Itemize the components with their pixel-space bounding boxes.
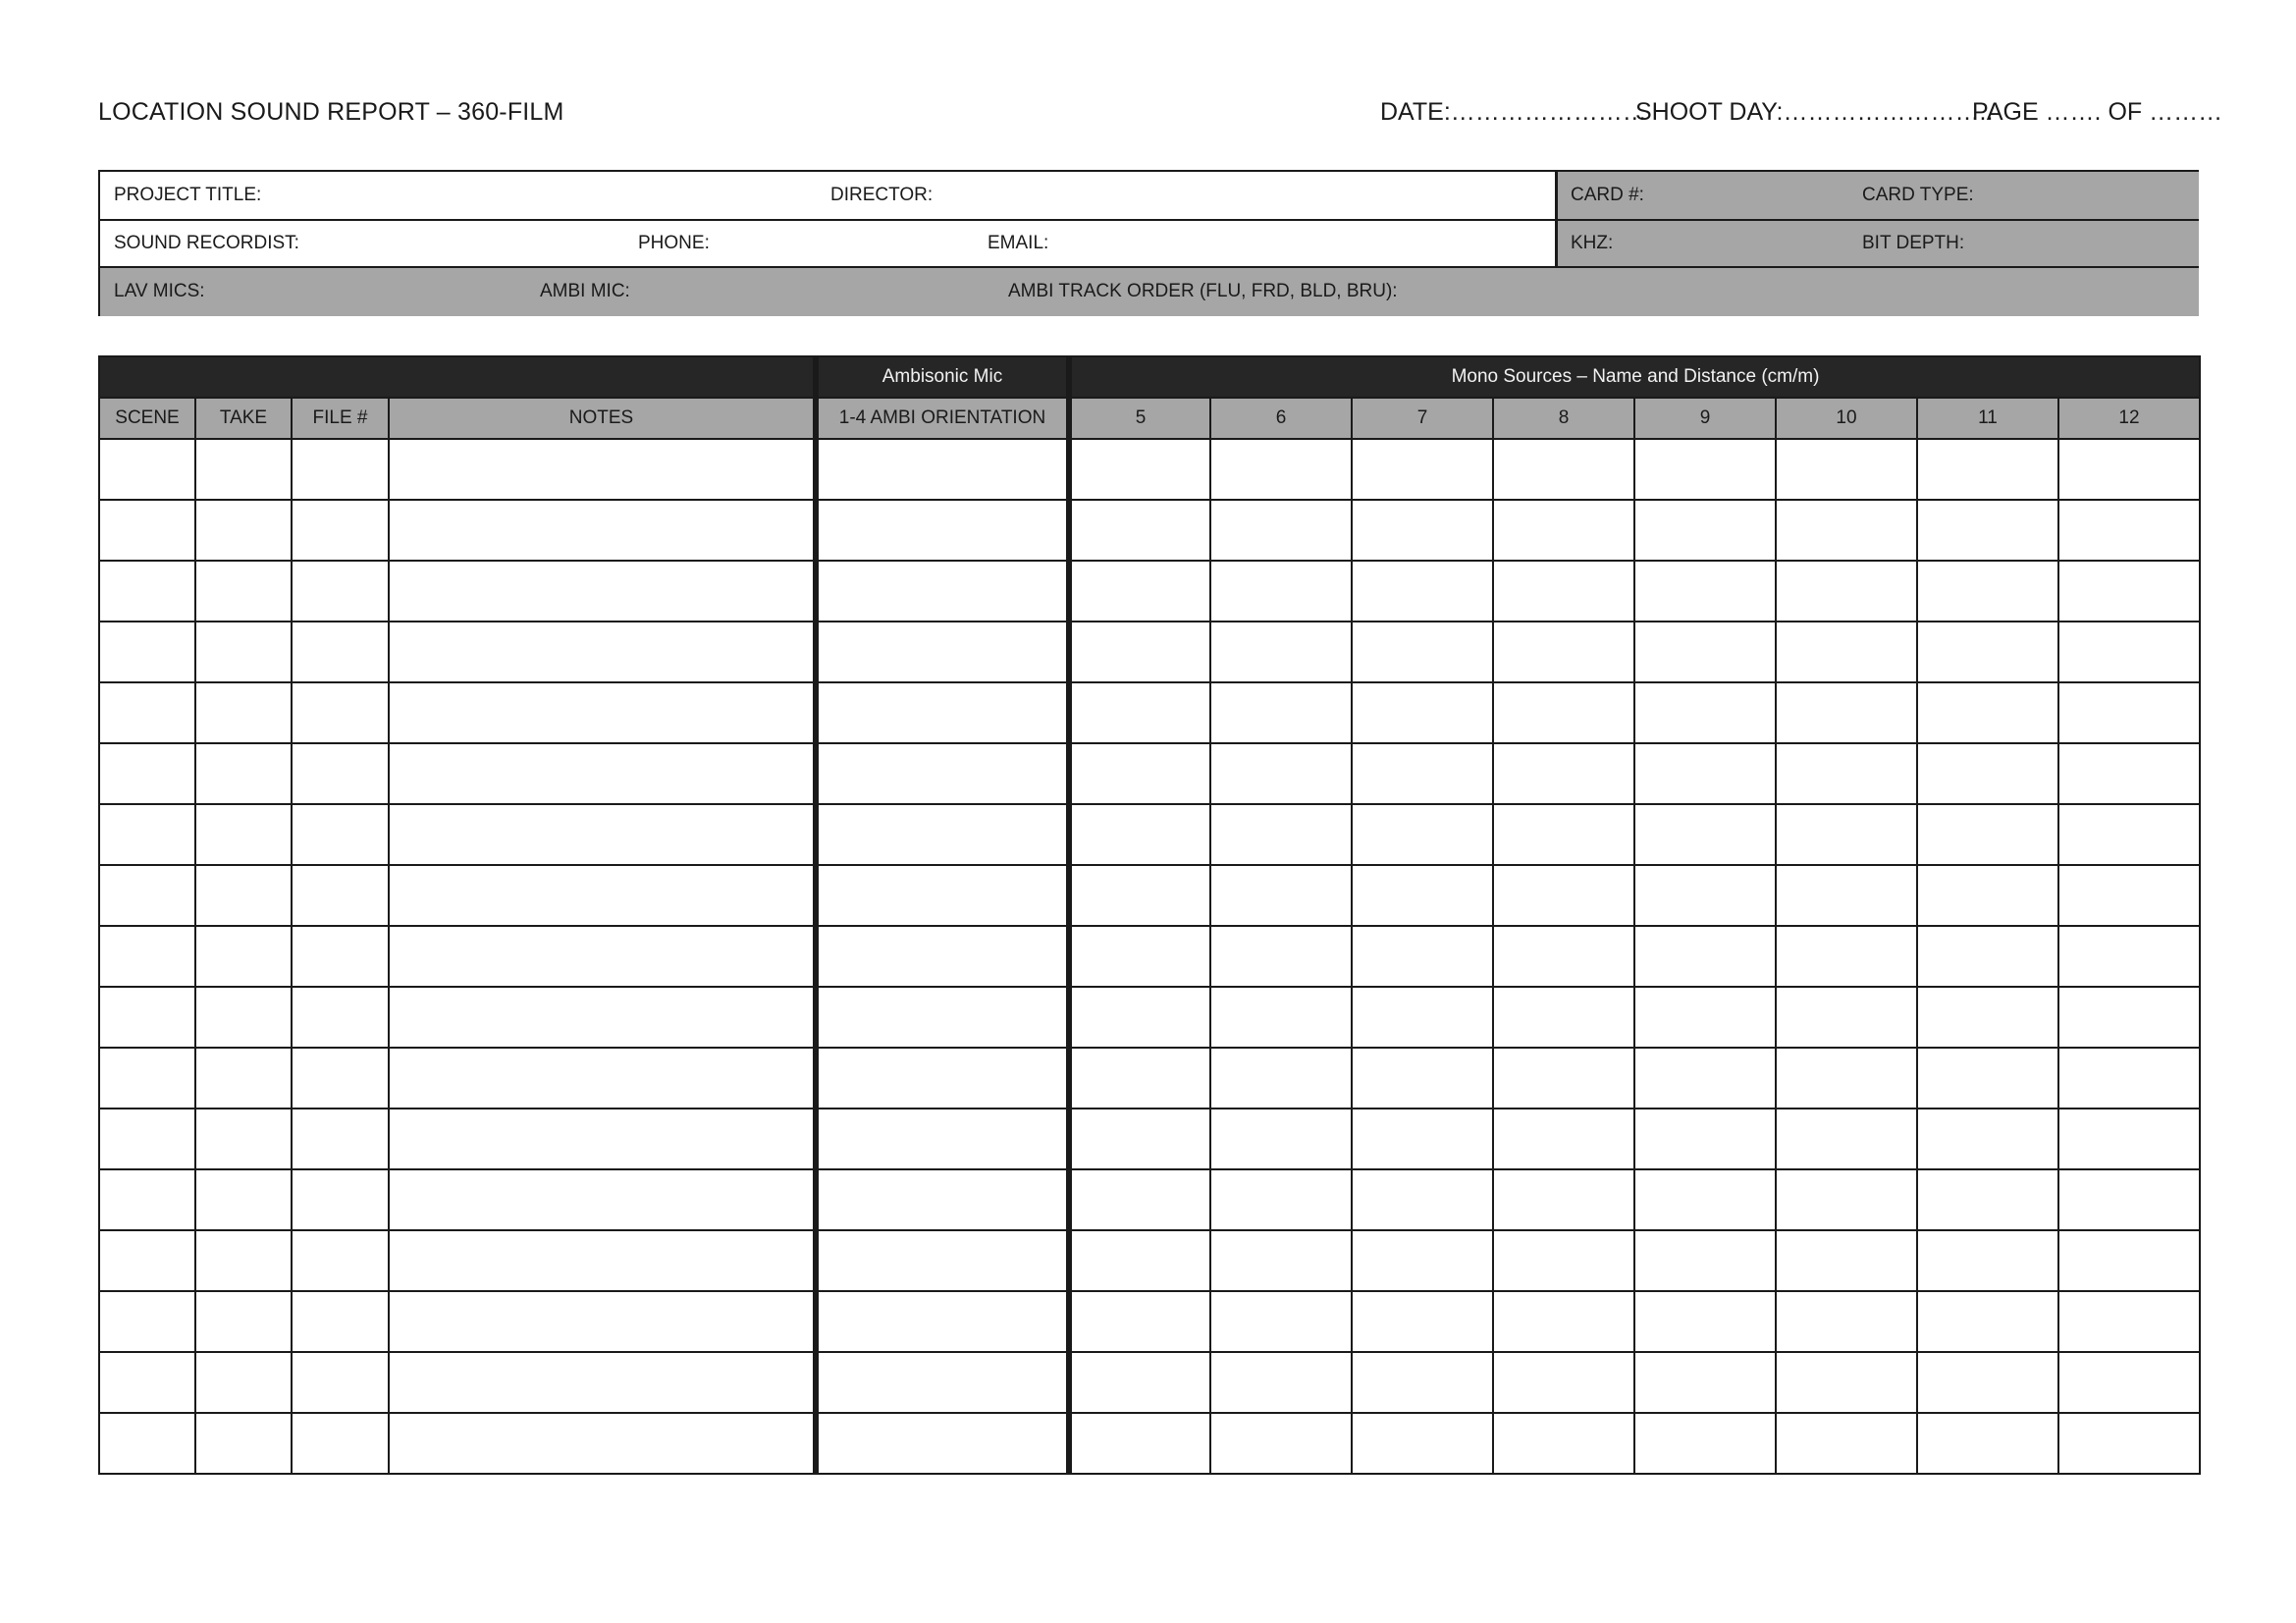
- cell-take[interactable]: [195, 1048, 292, 1109]
- page-of-field[interactable]: PAGE ……. OF ………: [1972, 98, 2223, 126]
- cell-10[interactable]: [1776, 682, 1917, 743]
- cell-5[interactable]: [1069, 1413, 1210, 1474]
- cell-10[interactable]: [1776, 622, 1917, 682]
- card-type-label[interactable]: CARD TYPE:: [1862, 185, 1974, 205]
- cell-10[interactable]: [1776, 743, 1917, 804]
- table-row: [99, 804, 2200, 865]
- cell-6[interactable]: [1210, 804, 1352, 865]
- cell-11[interactable]: [1917, 1352, 2058, 1413]
- cell-6[interactable]: [1210, 1230, 1352, 1291]
- cell-11[interactable]: [1917, 622, 2058, 682]
- cell-11[interactable]: [1917, 500, 2058, 561]
- column-header-11: 11: [1917, 398, 2058, 439]
- cell-5[interactable]: [1069, 987, 1210, 1048]
- cell-file[interactable]: [292, 561, 389, 622]
- cell-8[interactable]: [1493, 622, 1634, 682]
- cell-take[interactable]: [195, 804, 292, 865]
- cell-take[interactable]: [195, 865, 292, 926]
- cell-10[interactable]: [1776, 1048, 1917, 1109]
- shoot-day-field[interactable]: SHOOT DAY:……………………..: [1635, 98, 1994, 126]
- cell-1-4-ambi-orientation[interactable]: [816, 865, 1069, 926]
- cell-notes[interactable]: [389, 622, 816, 682]
- project-info-box: [98, 170, 2199, 316]
- cell-scene[interactable]: [99, 1109, 195, 1169]
- cell-12[interactable]: [2058, 1169, 2200, 1230]
- cell-6[interactable]: [1210, 1048, 1352, 1109]
- cell-take[interactable]: [195, 1352, 292, 1413]
- cell-notes[interactable]: [389, 561, 816, 622]
- cell-12[interactable]: [2058, 439, 2200, 500]
- cell-notes[interactable]: [389, 682, 816, 743]
- ambisonic-group-header: Ambisonic Mic: [816, 356, 1069, 398]
- cell-9[interactable]: [1634, 865, 1776, 926]
- cell-notes[interactable]: [389, 1109, 816, 1169]
- table-row: [99, 1352, 2200, 1413]
- cell-5[interactable]: [1069, 804, 1210, 865]
- cell-9[interactable]: [1634, 439, 1776, 500]
- cell-1-4-ambi-orientation[interactable]: [816, 1352, 1069, 1413]
- cell-7[interactable]: [1352, 926, 1493, 987]
- cell-6[interactable]: [1210, 987, 1352, 1048]
- cell-12[interactable]: [2058, 1109, 2200, 1169]
- cell-12[interactable]: [2058, 743, 2200, 804]
- cell-notes[interactable]: [389, 500, 816, 561]
- cell-10[interactable]: [1776, 1169, 1917, 1230]
- cell-7[interactable]: [1352, 1352, 1493, 1413]
- cell-6[interactable]: [1210, 682, 1352, 743]
- cell-6[interactable]: [1210, 1169, 1352, 1230]
- cell-9[interactable]: [1634, 804, 1776, 865]
- lav-mics-label[interactable]: LAV MICS:: [114, 281, 205, 301]
- cell-scene[interactable]: [99, 1048, 195, 1109]
- table-row: [99, 926, 2200, 987]
- cell-5[interactable]: [1069, 1230, 1210, 1291]
- cell-7[interactable]: [1352, 1291, 1493, 1352]
- cell-8[interactable]: [1493, 1109, 1634, 1169]
- column-header-6: 6: [1210, 398, 1352, 439]
- cell-6[interactable]: [1210, 926, 1352, 987]
- cell-take[interactable]: [195, 1109, 292, 1169]
- cell-notes[interactable]: [389, 1352, 816, 1413]
- cell-12[interactable]: [2058, 1291, 2200, 1352]
- sound-log-table: [98, 355, 2199, 1482]
- cell-1-4-ambi-orientation[interactable]: [816, 622, 1069, 682]
- cell-5[interactable]: [1069, 743, 1210, 804]
- cell-12[interactable]: [2058, 1352, 2200, 1413]
- cell-11[interactable]: [1917, 561, 2058, 622]
- column-header-row: [99, 398, 2200, 439]
- cell-12[interactable]: [2058, 500, 2200, 561]
- card-number-label[interactable]: CARD #:: [1571, 185, 1644, 205]
- info-column-divider: [1555, 172, 1558, 267]
- cell-6[interactable]: [1210, 865, 1352, 926]
- cell-10[interactable]: [1776, 500, 1917, 561]
- cell-file[interactable]: [292, 1230, 389, 1291]
- cell-5[interactable]: [1069, 1048, 1210, 1109]
- cell-8[interactable]: [1493, 500, 1634, 561]
- cell-6[interactable]: [1210, 1413, 1352, 1474]
- email-label[interactable]: EMAIL:: [988, 233, 1049, 253]
- cell-11[interactable]: [1917, 1048, 2058, 1109]
- cell-9[interactable]: [1634, 1413, 1776, 1474]
- cell-notes[interactable]: [389, 1230, 816, 1291]
- cell-5[interactable]: [1069, 561, 1210, 622]
- cell-file[interactable]: [292, 622, 389, 682]
- cell-file[interactable]: [292, 439, 389, 500]
- cell-notes[interactable]: [389, 1169, 816, 1230]
- cell-8[interactable]: [1493, 439, 1634, 500]
- cell-9[interactable]: [1634, 561, 1776, 622]
- cell-notes[interactable]: [389, 987, 816, 1048]
- cell-7[interactable]: [1352, 1230, 1493, 1291]
- cell-file[interactable]: [292, 1413, 389, 1474]
- cell-notes[interactable]: [389, 926, 816, 987]
- table-row: [99, 987, 2200, 1048]
- cell-8[interactable]: [1493, 1291, 1634, 1352]
- cell-11[interactable]: [1917, 439, 2058, 500]
- cell-take[interactable]: [195, 987, 292, 1048]
- table-row: [99, 1109, 2200, 1169]
- cell-7[interactable]: [1352, 743, 1493, 804]
- cell-1-4-ambi-orientation[interactable]: [816, 1048, 1069, 1109]
- column-header-5: 5: [1069, 398, 1210, 439]
- cell-9[interactable]: [1634, 743, 1776, 804]
- cell-11[interactable]: [1917, 926, 2058, 987]
- cell-scene[interactable]: [99, 865, 195, 926]
- group-header-blank: [99, 356, 816, 398]
- cell-5[interactable]: [1069, 926, 1210, 987]
- cell-6[interactable]: [1210, 439, 1352, 500]
- cell-8[interactable]: [1493, 1230, 1634, 1291]
- cell-10[interactable]: [1776, 804, 1917, 865]
- cell-scene[interactable]: [99, 926, 195, 987]
- cell-scene[interactable]: [99, 682, 195, 743]
- cell-file[interactable]: [292, 1291, 389, 1352]
- cell-9[interactable]: [1634, 1109, 1776, 1169]
- cell-take[interactable]: [195, 561, 292, 622]
- cell-notes[interactable]: [389, 1048, 816, 1109]
- cell-5[interactable]: [1069, 1291, 1210, 1352]
- cell-file[interactable]: [292, 682, 389, 743]
- cell-6[interactable]: [1210, 622, 1352, 682]
- column-header-take: TAKE: [195, 398, 292, 439]
- cell-take[interactable]: [195, 682, 292, 743]
- cell-scene[interactable]: [99, 743, 195, 804]
- cell-9[interactable]: [1634, 1352, 1776, 1413]
- cell-11[interactable]: [1917, 1291, 2058, 1352]
- cell-5[interactable]: [1069, 622, 1210, 682]
- page-title: LOCATION SOUND REPORT – 360-FILM: [98, 98, 564, 126]
- cell-6[interactable]: [1210, 1291, 1352, 1352]
- phone-label[interactable]: PHONE:: [638, 233, 710, 253]
- cell-1-4-ambi-orientation[interactable]: [816, 439, 1069, 500]
- bit-depth-label[interactable]: BIT DEPTH:: [1862, 233, 1965, 253]
- cell-notes[interactable]: [389, 804, 816, 865]
- cell-9[interactable]: [1634, 622, 1776, 682]
- table-row: [99, 439, 2200, 500]
- cell-1-4-ambi-orientation[interactable]: [816, 743, 1069, 804]
- cell-12[interactable]: [2058, 987, 2200, 1048]
- cell-notes[interactable]: [389, 743, 816, 804]
- cell-take[interactable]: [195, 500, 292, 561]
- cell-8[interactable]: [1493, 987, 1634, 1048]
- log-body: [99, 439, 2200, 1474]
- cell-10[interactable]: [1776, 1109, 1917, 1169]
- cell-7[interactable]: [1352, 439, 1493, 500]
- cell-notes[interactable]: [389, 865, 816, 926]
- cell-5[interactable]: [1069, 500, 1210, 561]
- cell-9[interactable]: [1634, 1291, 1776, 1352]
- cell-file[interactable]: [292, 743, 389, 804]
- cell-12[interactable]: [2058, 804, 2200, 865]
- cell-take[interactable]: [195, 622, 292, 682]
- cell-1-4-ambi-orientation[interactable]: [816, 1413, 1069, 1474]
- cell-file[interactable]: [292, 500, 389, 561]
- cell-5[interactable]: [1069, 1352, 1210, 1413]
- table-row: [99, 682, 2200, 743]
- cell-6[interactable]: [1210, 561, 1352, 622]
- table-row: [99, 1413, 2200, 1474]
- cell-6[interactable]: [1210, 500, 1352, 561]
- cell-8[interactable]: [1493, 1169, 1634, 1230]
- ambi-mic-label[interactable]: AMBI MIC:: [540, 281, 630, 301]
- column-header-10: 10: [1776, 398, 1917, 439]
- cell-7[interactable]: [1352, 804, 1493, 865]
- cell-9[interactable]: [1634, 1169, 1776, 1230]
- cell-notes[interactable]: [389, 439, 816, 500]
- table-row: [99, 622, 2200, 682]
- sound-recordist-label[interactable]: SOUND RECORDIST:: [114, 233, 299, 253]
- cell-file[interactable]: [292, 1352, 389, 1413]
- cell-10[interactable]: [1776, 439, 1917, 500]
- date-field[interactable]: DATE:……………………: [1380, 98, 1647, 126]
- ambi-track-order-label[interactable]: AMBI TRACK ORDER (FLU, FRD, BLD, BRU):: [1008, 281, 1398, 301]
- cell-7[interactable]: [1352, 500, 1493, 561]
- cell-11[interactable]: [1917, 1169, 2058, 1230]
- cell-notes[interactable]: [389, 1413, 816, 1474]
- cell-7[interactable]: [1352, 865, 1493, 926]
- cell-file[interactable]: [292, 1109, 389, 1169]
- project-title-label[interactable]: PROJECT TITLE:: [114, 185, 262, 205]
- cell-scene[interactable]: [99, 987, 195, 1048]
- cell-8[interactable]: [1493, 926, 1634, 987]
- cell-7[interactable]: [1352, 622, 1493, 682]
- cell-scene[interactable]: [99, 561, 195, 622]
- cell-6[interactable]: [1210, 743, 1352, 804]
- cell-1-4-ambi-orientation[interactable]: [816, 1230, 1069, 1291]
- table-row: [99, 1291, 2200, 1352]
- info-row-divider: [100, 219, 2199, 221]
- cell-7[interactable]: [1352, 561, 1493, 622]
- cell-8[interactable]: [1493, 1352, 1634, 1413]
- cell-11[interactable]: [1917, 743, 2058, 804]
- cell-take[interactable]: [195, 1230, 292, 1291]
- table-row: [99, 1169, 2200, 1230]
- cell-9[interactable]: [1634, 926, 1776, 987]
- cell-7[interactable]: [1352, 1413, 1493, 1474]
- cell-12[interactable]: [2058, 561, 2200, 622]
- cell-8[interactable]: [1493, 682, 1634, 743]
- cell-1-4-ambi-orientation[interactable]: [816, 926, 1069, 987]
- table-row: [99, 1230, 2200, 1291]
- table-row: [99, 500, 2200, 561]
- cell-1-4-ambi-orientation[interactable]: [816, 1109, 1069, 1169]
- cell-11[interactable]: [1917, 987, 2058, 1048]
- cell-1-4-ambi-orientation[interactable]: [816, 682, 1069, 743]
- cell-10[interactable]: [1776, 1230, 1917, 1291]
- cell-scene[interactable]: [99, 1230, 195, 1291]
- director-label[interactable]: DIRECTOR:: [830, 185, 934, 205]
- cell-11[interactable]: [1917, 804, 2058, 865]
- cell-5[interactable]: [1069, 439, 1210, 500]
- column-header-12: 12: [2058, 398, 2200, 439]
- cell-notes[interactable]: [389, 1291, 816, 1352]
- column-header-7: 7: [1352, 398, 1493, 439]
- column-header-1-4-ambi-orientation: 1-4 AMBI ORIENTATION: [816, 398, 1069, 439]
- table-row: [99, 561, 2200, 622]
- cell-7[interactable]: [1352, 1169, 1493, 1230]
- cell-7[interactable]: [1352, 1109, 1493, 1169]
- cell-10[interactable]: [1776, 865, 1917, 926]
- cell-8[interactable]: [1493, 561, 1634, 622]
- cell-8[interactable]: [1493, 1413, 1634, 1474]
- cell-scene[interactable]: [99, 622, 195, 682]
- cell-10[interactable]: [1776, 561, 1917, 622]
- cell-scene[interactable]: [99, 1169, 195, 1230]
- cell-8[interactable]: [1493, 1048, 1634, 1109]
- cell-file[interactable]: [292, 865, 389, 926]
- table-row: [99, 1048, 2200, 1109]
- cell-scene[interactable]: [99, 1291, 195, 1352]
- group-header-row: [99, 356, 2200, 398]
- cell-7[interactable]: [1352, 682, 1493, 743]
- cell-9[interactable]: [1634, 1230, 1776, 1291]
- cell-6[interactable]: [1210, 1109, 1352, 1169]
- cell-12[interactable]: [2058, 682, 2200, 743]
- cell-scene[interactable]: [99, 1413, 195, 1474]
- cell-1-4-ambi-orientation[interactable]: [816, 561, 1069, 622]
- cell-8[interactable]: [1493, 804, 1634, 865]
- cell-7[interactable]: [1352, 987, 1493, 1048]
- cell-1-4-ambi-orientation[interactable]: [816, 987, 1069, 1048]
- cell-take[interactable]: [195, 1169, 292, 1230]
- cell-1-4-ambi-orientation[interactable]: [816, 1169, 1069, 1230]
- cell-1-4-ambi-orientation[interactable]: [816, 1291, 1069, 1352]
- cell-file[interactable]: [292, 987, 389, 1048]
- cell-scene[interactable]: [99, 500, 195, 561]
- cell-11[interactable]: [1917, 1109, 2058, 1169]
- cell-9[interactable]: [1634, 1048, 1776, 1109]
- cell-7[interactable]: [1352, 1048, 1493, 1109]
- cell-5[interactable]: [1069, 1169, 1210, 1230]
- cell-1-4-ambi-orientation[interactable]: [816, 804, 1069, 865]
- cell-10[interactable]: [1776, 987, 1917, 1048]
- cell-file[interactable]: [292, 1048, 389, 1109]
- cell-12[interactable]: [2058, 1230, 2200, 1291]
- cell-11[interactable]: [1917, 1413, 2058, 1474]
- cell-12[interactable]: [2058, 1413, 2200, 1474]
- cell-5[interactable]: [1069, 865, 1210, 926]
- cell-scene[interactable]: [99, 1352, 195, 1413]
- cell-10[interactable]: [1776, 1352, 1917, 1413]
- cell-file[interactable]: [292, 926, 389, 987]
- cell-11[interactable]: [1917, 682, 2058, 743]
- column-header-9: 9: [1634, 398, 1776, 439]
- cell-10[interactable]: [1776, 1291, 1917, 1352]
- cell-12[interactable]: [2058, 1048, 2200, 1109]
- khz-label[interactable]: KHZ:: [1571, 233, 1614, 253]
- cell-file[interactable]: [292, 804, 389, 865]
- cell-10[interactable]: [1776, 1413, 1917, 1474]
- cell-12[interactable]: [2058, 622, 2200, 682]
- mono-sources-group-header: Mono Sources – Name and Distance (cm/m): [1069, 356, 2200, 398]
- cell-take[interactable]: [195, 926, 292, 987]
- cell-take[interactable]: [195, 1291, 292, 1352]
- cell-8[interactable]: [1493, 865, 1634, 926]
- cell-5[interactable]: [1069, 1109, 1210, 1169]
- cell-take[interactable]: [195, 1413, 292, 1474]
- cell-11[interactable]: [1917, 1230, 2058, 1291]
- table-row: [99, 743, 2200, 804]
- info-row-divider: [100, 266, 2199, 268]
- cell-scene[interactable]: [99, 804, 195, 865]
- column-header-scene: SCENE: [99, 398, 195, 439]
- cell-take[interactable]: [195, 439, 292, 500]
- cell-file[interactable]: [292, 1169, 389, 1230]
- cell-9[interactable]: [1634, 682, 1776, 743]
- cell-9[interactable]: [1634, 987, 1776, 1048]
- cell-12[interactable]: [2058, 926, 2200, 987]
- cell-10[interactable]: [1776, 926, 1917, 987]
- cell-8[interactable]: [1493, 743, 1634, 804]
- cell-6[interactable]: [1210, 1352, 1352, 1413]
- cell-take[interactable]: [195, 743, 292, 804]
- cell-scene[interactable]: [99, 439, 195, 500]
- cell-5[interactable]: [1069, 682, 1210, 743]
- cell-9[interactable]: [1634, 500, 1776, 561]
- table-row: [99, 865, 2200, 926]
- cell-1-4-ambi-orientation[interactable]: [816, 500, 1069, 561]
- cell-12[interactable]: [2058, 865, 2200, 926]
- column-header-notes: NOTES: [389, 398, 816, 439]
- cell-11[interactable]: [1917, 865, 2058, 926]
- column-header-file: FILE #: [292, 398, 389, 439]
- column-header-8: 8: [1493, 398, 1634, 439]
